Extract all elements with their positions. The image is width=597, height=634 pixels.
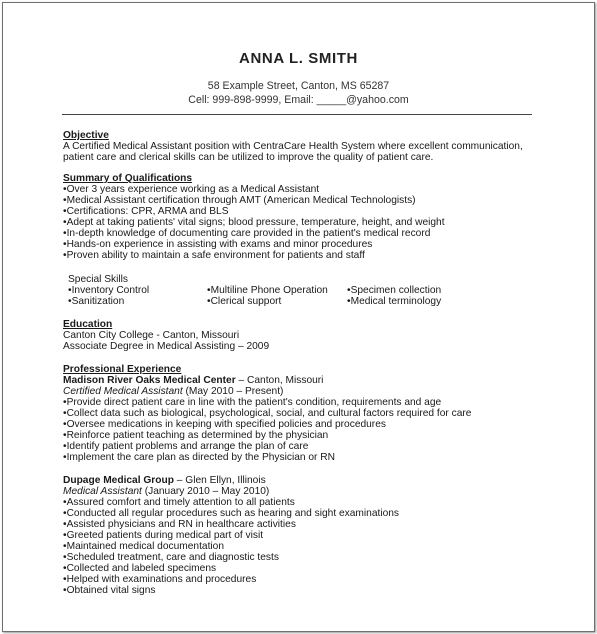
contact-line: Cell: 999-898-9999, Email: _____@yahoo.com [188,94,409,106]
job-employer: Madison River Oaks Medical Center [63,375,236,386]
job-duty-item: • Assisted physicians and RN in healthcare activities [63,520,296,531]
header-divider [62,114,532,115]
objective-text-line: patient care and clerical skills can be utilized to improve the quality of patient care. [63,152,434,163]
job-duty-item: • Reinforce patient teaching as determined by the physician [63,431,328,442]
job-duty-item: • Provide direct patient care in line with the patient's condition, requirements and age [63,398,441,409]
job-duty-item: • Collected and labeled specimens [63,564,216,575]
qualification-item: • In-depth knowledge of documenting care provided in the patient's medical record [63,229,430,240]
qualification-item: • Hands-on experience in assisting with exams and minor procedures [63,240,372,251]
job-duty-item: • Scheduled treatment, care and diagnostic tests [63,553,279,564]
job-duty-item: • Oversee medications in keeping with specified policies and procedures [63,420,386,431]
qualification-item: • Over 3 years experience working as a Medical Assistant [63,185,319,196]
qualification-item: • Adept at taking patients' vital signs; blood pressure, temperature, height, and weight [63,218,445,229]
address-line: 58 Example Street, Canton, MS 65287 [207,80,390,92]
job-duty-item: • Obtained vital signs [63,586,156,597]
job-duty-item: • Conducted all regular procedures such as hearing and sight examinations [63,509,399,520]
experience-heading: Professional Experience [63,364,182,375]
applicant-name: ANNA L. SMITH [239,50,358,67]
job-title: Medical Assistant [63,486,142,497]
job-duty-item: • Maintained medical documentation [63,542,224,553]
job-title-line [63,487,269,498]
job-duty-item: • Assured comfort and timely attention to all patients [63,498,295,509]
special-skills-heading: Special Skills [68,274,129,285]
job-location: – Glen Ellyn, Illinois [173,475,266,486]
qualification-item: • Proven ability to maintain a safe environment for patients and staff [63,251,365,262]
job-duty-item: • Collect data such as biological, psychological, social, and cultural factors required for care [63,409,471,420]
job-title: Certified Medical Assistant [63,386,183,397]
special-skill-item: • Sanitization [68,297,124,308]
job-dates: (May 2010 – Present) [182,386,284,397]
qualification-item: • Medical Assistant certification through AMT (American Medical Technologists) [63,196,416,207]
job-employer-line [63,476,266,487]
special-skill-item: • Inventory Control [68,286,149,297]
job-employer-line [63,376,323,387]
job-duty-item: • Implement the care plan as directed by the Physician or RN [63,453,335,464]
objective-heading: Objective [63,130,109,141]
special-skill-item: • Clerical support [207,297,281,308]
job-duty-item: • Helped with examinations and procedures [63,575,256,586]
objective-text-line: A Certified Medical Assistant position with CentraCare Health System where excellent communication, [63,141,523,152]
education-heading: Education [63,319,113,330]
education-line: Associate Degree in Medical Assisting – 2009 [63,341,270,352]
special-skill-item: • Specimen collection [347,286,441,297]
job-title-line [63,387,283,398]
qualification-item: • Certifications: CPR, ARMA and BLS [63,207,229,218]
qualifications-heading: Summary of Qualifications [63,173,193,184]
special-skill-item: • Multiline Phone Operation [207,286,328,297]
job-location: – Canton, Missouri [235,375,324,386]
special-skill-item: • Medical terminology [347,297,441,308]
job-employer: Dupage Medical Group [63,475,174,486]
job-duty-item: • Greeted patients during medical part of visit [63,531,263,542]
education-line: Canton City College - Canton, Missouri [63,330,240,341]
job-duty-item: • Identify patient problems and arrange the plan of care [63,442,308,453]
job-dates: (January 2010 – May 2010) [141,486,270,497]
